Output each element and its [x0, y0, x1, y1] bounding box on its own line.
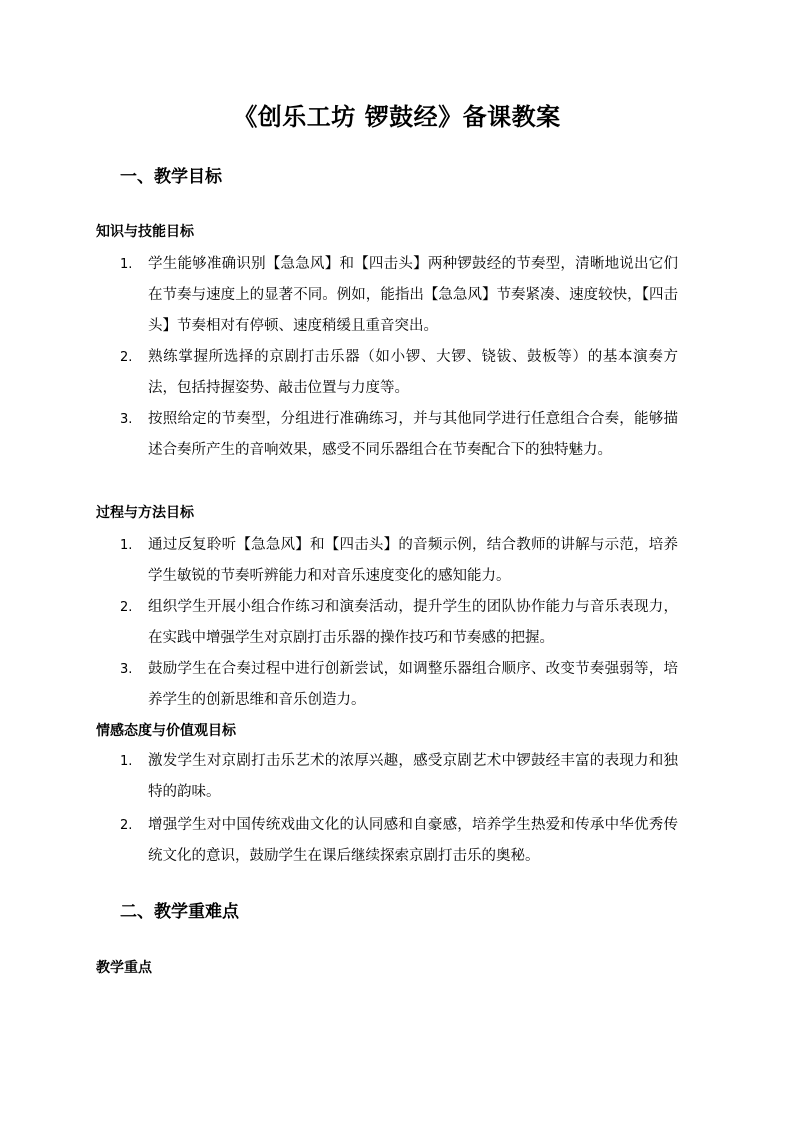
- list-item-text: 激发学生对京剧打击乐艺术的浓厚兴趣，感受京剧艺术中锣鼓经丰富的表现力和独特的韵味。: [148, 753, 678, 800]
- list-item-text: 按照给定的节奏型，分组进行准确练习，并与其他同学进行任意组合合奏，能够描述合奏所产生的音响效果，感受不同乐器组合在节奏配合下的独特魅力。: [148, 411, 678, 458]
- subheading-knowledge-skills: 知识与技能目标: [96, 224, 194, 240]
- list-item-text: 熟练掌握所选择的京剧打击乐器（如小锣、大锣、铙钹、鼓板等）的基本演奏方法，包括持握姿势、敲击位置与力度等。: [148, 349, 678, 396]
- subheading-emotion-values: 情感态度与价值观目标: [96, 723, 236, 739]
- section-heading-key-difficulties: 二、教学重难点: [120, 902, 239, 922]
- list-item-number: 1.: [120, 538, 133, 553]
- list-item-number: 1.: [120, 257, 133, 272]
- subheading-teaching-focus: 教学重点: [96, 960, 152, 976]
- list-item-text: 增强学生对中国传统戏曲文化的认同感和自豪感，培养学生热爱和传承中华优秀传统文化的意识，鼓励学生在课后继续探索京剧打击乐的奥秘。: [148, 817, 678, 864]
- list-item-number: 2.: [120, 350, 133, 365]
- list-item-number: 1.: [120, 754, 133, 769]
- list-item-number: 3.: [120, 662, 133, 677]
- list-item-text: 学生能够准确识别【急急风】和【四击头】两种锣鼓经的节奏型，清晰地说出它们在节奏与速度上的显著不同。例如，能指出【急急风】节奏紧凑、速度较快，【四击头】节奏相对有停顿、速度稍缓且重音突出。: [148, 256, 678, 334]
- list-item-text: 组织学生开展小组合作练习和演奏活动，提升学生的团队协作能力与音乐表现力，在实践中增强学生对京剧打击乐器的操作技巧和节奏感的把握。: [148, 599, 678, 646]
- list-item-text: 鼓励学生在合奏过程中进行创新尝试，如调整乐器组合顺序、改变节奏强弱等，培养学生的创新思维和音乐创造力。: [148, 661, 678, 708]
- list-item-number: 2.: [120, 818, 133, 833]
- section-heading-teaching-objectives: 一、教学目标: [120, 167, 222, 187]
- subheading-process-methods: 过程与方法目标: [96, 505, 194, 521]
- list-item-number: 3.: [120, 412, 133, 427]
- list-item-number: 2.: [120, 600, 133, 615]
- document-title: 《创乐工坊 锣鼓经》备课教案: [233, 103, 561, 131]
- list-item-text: 通过反复聆听【急急风】和【四击头】的音频示例，结合教师的讲解与示范，培养学生敏锐的节奏听辨能力和对音乐速度变化的感知能力。: [148, 537, 678, 584]
